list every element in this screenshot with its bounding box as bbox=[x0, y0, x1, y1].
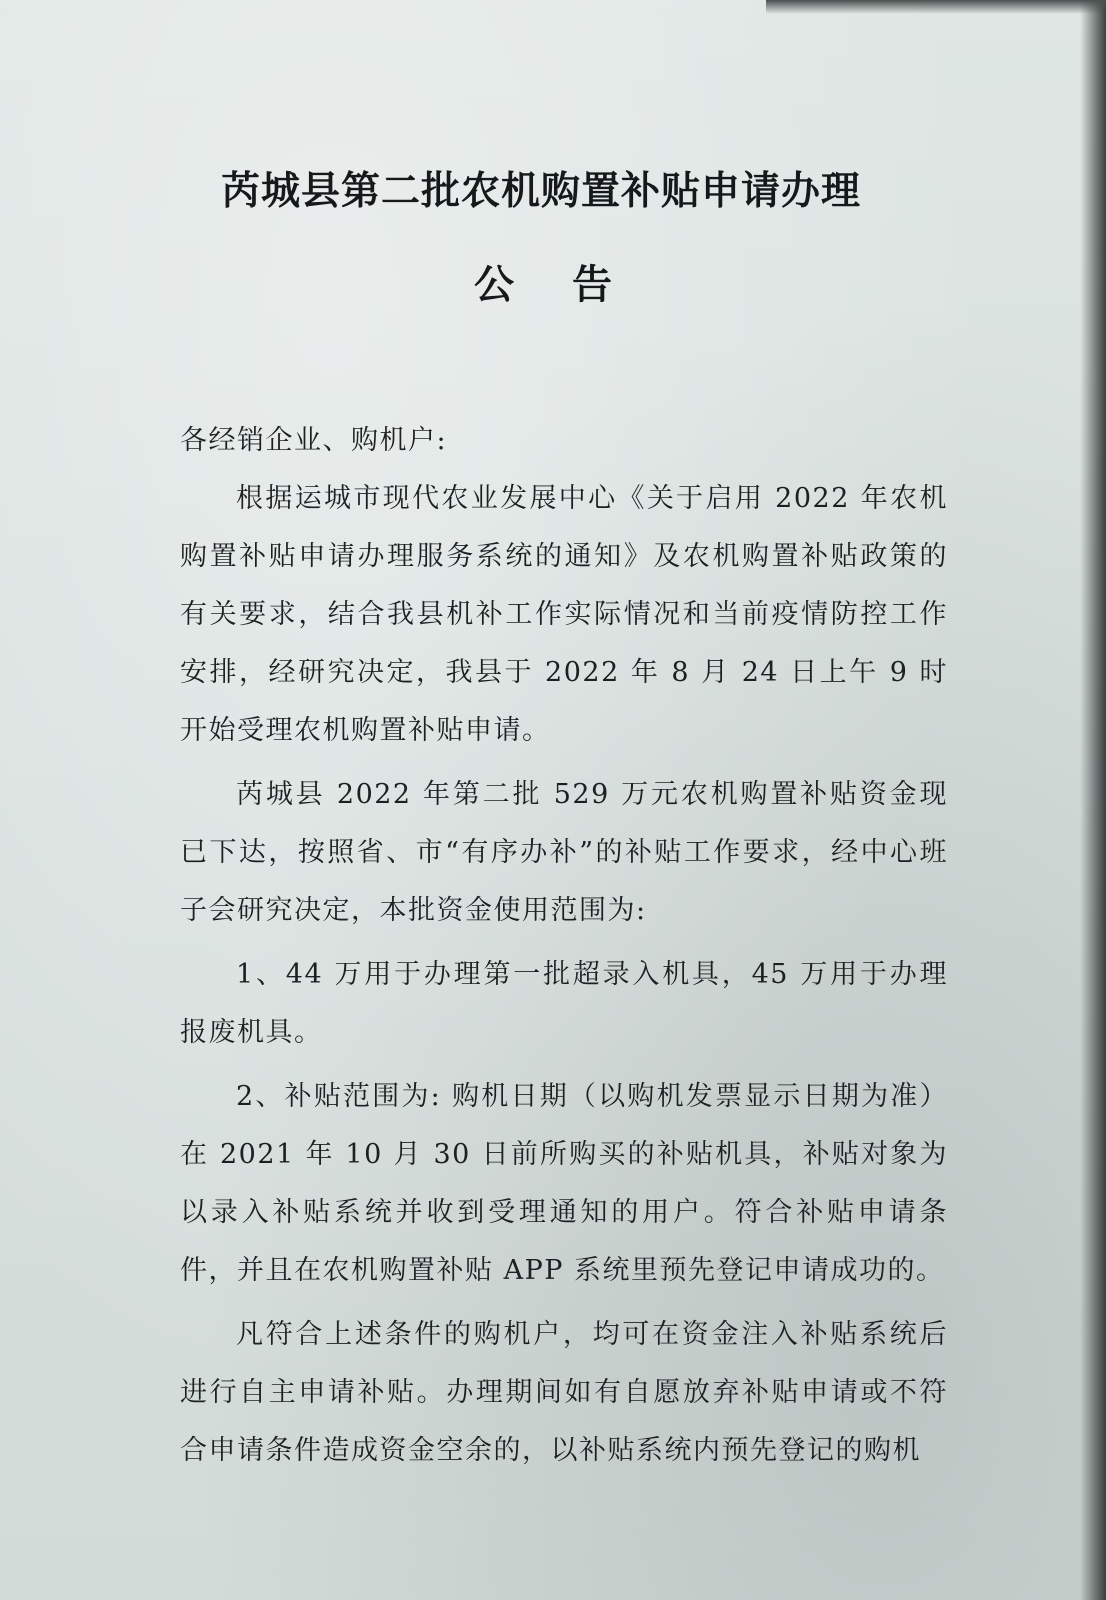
paragraph-2: 芮城县 2022 年第二批 529 万元农机购置补贴资金现已下达，按照省、市“有序办补”的补贴工作要求，经中心班子会研究决定，本批资金使用范围为: bbox=[180, 779, 948, 926]
document-subtitle: 公告 bbox=[474, 262, 670, 308]
document-title: 芮城县第二批农机购置补贴申请办理 bbox=[220, 169, 861, 214]
paragraph-3: 1、44 万用于办理第一批超录入机具，45 万用于办理报废机具。 bbox=[180, 959, 948, 1048]
salutation: 各经销企业、购机户: bbox=[180, 425, 448, 456]
paragraph-5: 凡符合上述条件的购机户，均可在资金注入补贴系统后进行自主申请补贴。办理期间如有自愿放弃补贴申请或不符合申请条件造成资金空余的，以补贴系统内预先登记的购机 bbox=[180, 1319, 948, 1466]
paragraph-1: 根据运城市现代农业发展中心《关于启用 2022 年农机购置补贴申请办理服务系统的通知》及农机购置补贴政策的有关要求，结合我县机补工作实际情况和当前疫情防控工作安排，经研究决定，我县于 2022 年 8 月 24 日上午 9 时开始受理农机购置补贴申请。 bbox=[180, 483, 948, 746]
paragraph-4: 2、补贴范围为: 购机日期（以购机发票显示日期为准）在 2021 年 10 月 30 日前所购买的补贴机具，补贴对象为以录入补贴系统并收到受理通知的用户。符合补贴申请条件，并且在农机购置补贴 APP 系统里预先登记申请成功的。 bbox=[180, 1081, 948, 1286]
document-body bbox=[180, 412, 948, 1480]
